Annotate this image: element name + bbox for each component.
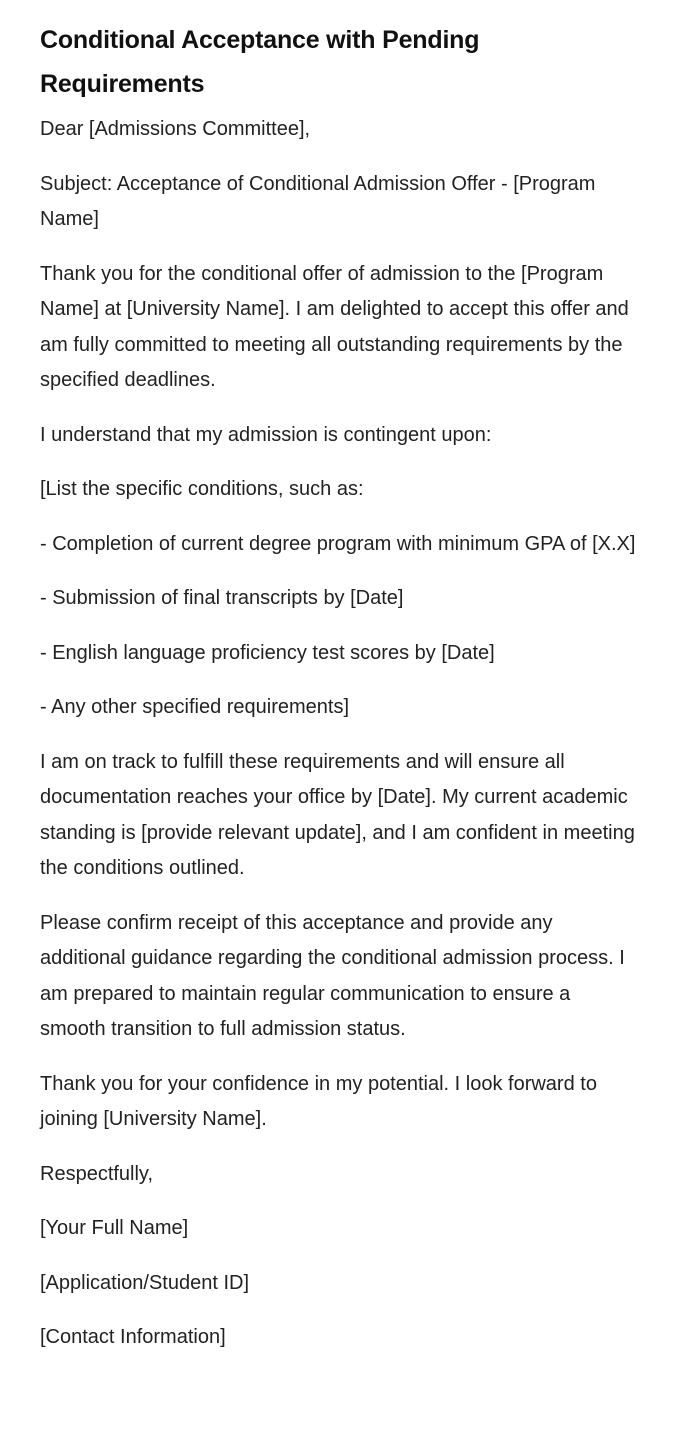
subject-line: Subject: Acceptance of Conditional Admission Offer - [Program Name]	[40, 172, 596, 230]
condition-item: - Any other specified requirements]	[40, 696, 350, 718]
closing: Respectfully,	[40, 1162, 154, 1185]
body-paragraph-confirm: Please confirm receipt of this acceptance and provide any additional guidance regarding the conditional admission process. I am prepared to maintain regular communication to ensure a smooth transition to full admission status.	[40, 911, 625, 1040]
body-paragraph-on-track: I am on track to fulfill these requirements and will ensure all documentation reaches your office by [Date]. My current academic standing is [provide relevant update], and I am confident in meeting the conditions outlined.	[40, 750, 635, 879]
signature-student-id: [Application/Student ID]	[40, 1271, 250, 1294]
condition-item: - Completion of current degree program with minimum GPA of [X.X]	[40, 532, 636, 555]
body-paragraph-intro: Thank you for the conditional offer of admission to the [Program Name] at [University Name]. I am delighted to accept this offer and am fully committed to meeting all outstanding requirements by the specified deadlines.	[40, 262, 629, 391]
document-title: Conditional Acceptance with Pending Requirements	[40, 26, 480, 98]
condition-item: - Submission of final transcripts by [Date]	[40, 587, 404, 609]
signature-name: [Your Full Name]	[40, 1217, 189, 1239]
conditions-list-intro: [List the specific conditions, such as:	[40, 478, 364, 500]
body-paragraph-contingent: I understand that my admission is contingent upon:	[40, 423, 492, 446]
salutation: Dear [Admissions Committee],	[40, 118, 311, 140]
body-paragraph-thanks: Thank you for your confidence in my potential. I look forward to joining [University Name].	[40, 1072, 597, 1130]
condition-item: - English language proficiency test scores by [Date]	[40, 641, 495, 664]
signature-contact-info: [Contact Information]	[40, 1326, 226, 1348]
